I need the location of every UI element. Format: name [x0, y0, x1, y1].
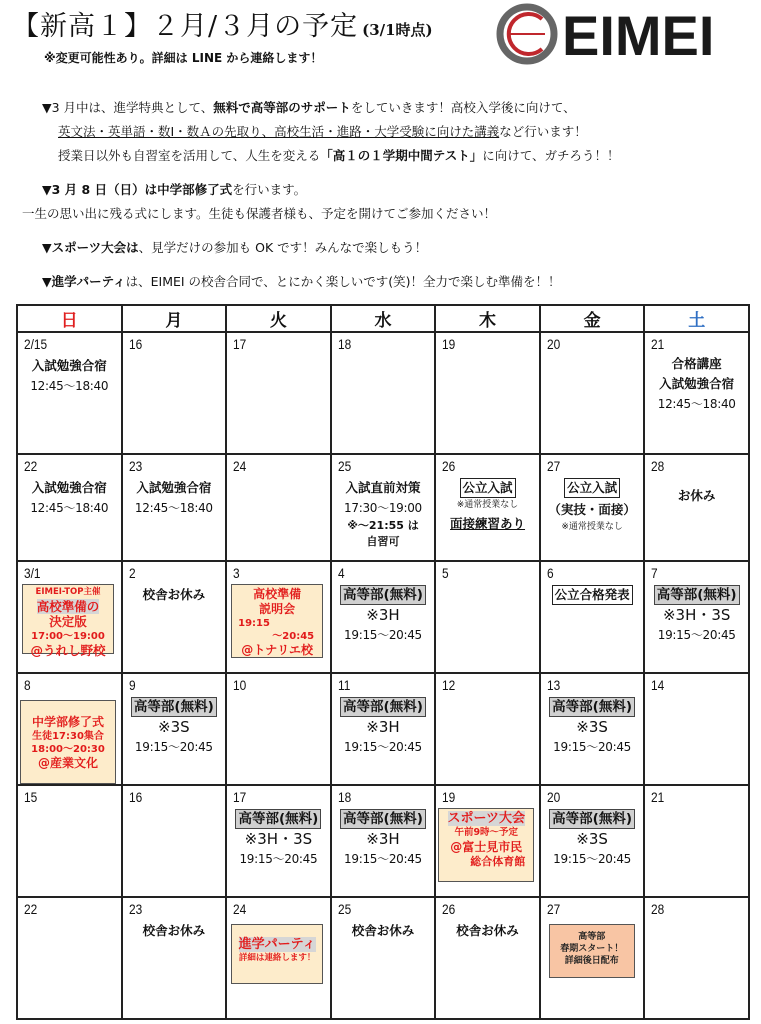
weekday-mon: 月	[122, 305, 227, 332]
event-callout	[231, 584, 323, 658]
day-number: 17	[233, 789, 247, 805]
day-number: 28	[651, 901, 665, 917]
event-line: 12:45～18:40	[30, 501, 109, 515]
callout-highlight: 高校準備の	[36, 598, 100, 614]
notice-party	[42, 270, 620, 294]
callout-line: 春期スタート！	[560, 944, 624, 954]
day-cell[interactable]	[540, 897, 645, 1019]
text-bold: ▼スポーツ大会は	[42, 240, 139, 255]
day-cell[interactable]	[644, 897, 749, 1019]
day-content	[123, 478, 226, 518]
day-cell[interactable]	[540, 332, 645, 454]
callout-line	[232, 937, 322, 953]
event-line: 校舎お休み	[456, 923, 519, 938]
day-cell[interactable]	[122, 561, 227, 673]
day-cell[interactable]	[17, 332, 122, 454]
high-school-free-tag: 高等部(無料)	[549, 697, 635, 717]
notice-ceremony-line2: 一生の思い出に残る式にします。生徒も保護者様も、予定を開けてご参加ください！	[22, 206, 497, 221]
day-cell[interactable]	[331, 561, 436, 673]
event-line: ※3H・3S	[662, 606, 731, 624]
text: など行います！	[499, 124, 587, 139]
day-cell[interactable]	[226, 561, 331, 673]
event-callout	[231, 924, 323, 984]
callout-line: 午前9時～予定	[454, 827, 519, 838]
day-number: 25	[337, 458, 351, 474]
day-number: 27	[546, 901, 561, 917]
day-content	[436, 921, 539, 941]
boxed-label: 公立入試	[564, 478, 620, 498]
week-row	[17, 897, 749, 1019]
day-number: 15	[24, 789, 38, 805]
text: は、EIMEI の校舎合同で、とにかく楽しいです(笑)！全力で楽しむ準備を！！	[125, 274, 561, 289]
day-number: 26	[442, 458, 456, 474]
day-cell[interactable]	[122, 897, 227, 1019]
callout-line: 18:00～20:30	[31, 744, 105, 755]
event-callout	[20, 700, 116, 784]
day-number: 10	[233, 677, 247, 693]
day-number: 26	[442, 901, 456, 917]
page-title	[12, 4, 433, 43]
day-number: 21	[651, 789, 665, 805]
notice-support-line3	[42, 144, 620, 168]
day-cell[interactable]	[226, 454, 331, 561]
day-content	[541, 478, 644, 534]
day-number: 23	[128, 901, 142, 917]
callout-line: @うれし野校	[30, 642, 106, 658]
day-cell[interactable]	[122, 785, 227, 897]
day-content	[645, 354, 748, 414]
day-number: 21	[651, 336, 665, 352]
day-cell[interactable]	[122, 332, 227, 454]
event-callout	[22, 584, 114, 658]
day-cell[interactable]	[226, 332, 331, 454]
event-line: ※3S	[158, 718, 190, 736]
day-number: 3/1	[24, 565, 41, 581]
event-line: 19:15～20:45	[239, 852, 318, 866]
day-number: 19	[442, 789, 456, 805]
weekday-fri: 金	[540, 305, 645, 332]
boxed-label: 公立入試	[460, 478, 516, 498]
callout-highlight: スポーツ大会	[447, 811, 525, 826]
day-cell[interactable]	[644, 785, 749, 897]
callout-line: @トナリエ校	[241, 643, 313, 657]
event-line: 入試勉強合宿	[659, 376, 735, 391]
weekday-wed: 水	[331, 305, 436, 332]
day-cell[interactable]	[435, 332, 540, 454]
callout-line: 総合体育館	[470, 854, 526, 868]
day-number: 7	[651, 565, 659, 581]
day-content	[123, 697, 226, 757]
text-bold: 「高１の１学期中間テスト」	[320, 148, 483, 163]
day-number: 24	[233, 901, 247, 917]
event-line: 自習可	[366, 535, 400, 548]
week-row	[17, 332, 749, 454]
event-line: 19:15～20:45	[134, 740, 213, 754]
day-cell[interactable]	[331, 673, 436, 785]
text: ▼3 月中は、進学特典として、	[42, 100, 214, 115]
logo-wordmark: EIMEI	[562, 4, 715, 65]
event-line: ※～21:55 は	[347, 519, 419, 532]
day-content	[541, 585, 644, 605]
day-cell[interactable]	[17, 561, 122, 673]
high-school-free-tag: 高等部(無料)	[654, 585, 740, 605]
event-line: 校舎お休み	[142, 587, 206, 602]
event-line: 合格講座	[671, 356, 722, 371]
callout-line: 決定版	[49, 614, 87, 629]
high-school-free-tag: 高等部(無料)	[131, 697, 217, 717]
day-number: 5	[442, 565, 449, 581]
day-content	[332, 921, 435, 941]
day-number: 16	[128, 789, 142, 805]
notice-ceremony	[42, 178, 620, 202]
day-cell[interactable]	[435, 454, 540, 561]
day-cell[interactable]	[540, 673, 645, 785]
high-school-free-tag: 高等部(無料)	[340, 585, 426, 605]
callout-line	[23, 599, 113, 615]
callout-line: 中学部修了式	[31, 715, 104, 729]
day-number: 12	[442, 677, 456, 693]
day-cell[interactable]	[644, 454, 749, 561]
day-cell[interactable]	[331, 785, 436, 897]
event-line: 入試勉強合宿	[31, 358, 107, 373]
day-number: 6	[546, 565, 554, 581]
day-number: 16	[128, 336, 142, 352]
day-cell[interactable]	[122, 454, 227, 561]
day-content	[123, 921, 226, 941]
text-bold: ▼3 月 8 日（日）は中学部修了式	[42, 182, 233, 197]
callout-line: ～20:45	[272, 631, 315, 642]
day-cell[interactable]	[331, 897, 436, 1019]
day-content	[18, 478, 121, 518]
text: を行います。	[232, 182, 307, 197]
day-content	[332, 809, 435, 869]
day-number: 18	[337, 336, 351, 352]
day-number: 11	[337, 677, 351, 693]
change-notice: ※変更可能性あり。詳細は LINE から連絡します！	[44, 51, 323, 65]
event-line: 入試勉強合宿	[31, 480, 107, 495]
day-cell[interactable]	[644, 561, 749, 673]
text-bold: 無料で高等部のサポート	[213, 100, 351, 115]
callout-line: 詳細後日配布	[564, 956, 619, 966]
day-cell[interactable]	[644, 673, 749, 785]
day-cell[interactable]	[122, 673, 227, 785]
callout-line: 19:15	[238, 618, 270, 629]
callout-line: 説明会	[259, 602, 296, 616]
day-content	[332, 585, 435, 645]
event-line: 12:45～18:40	[134, 501, 213, 515]
boxed-label: 公立合格発表	[552, 585, 633, 605]
event-callout	[549, 924, 635, 978]
day-cell[interactable]	[17, 897, 122, 1019]
event-line: 校舎お休み	[351, 923, 415, 938]
day-number: 4	[337, 565, 345, 581]
weekday-sat: 土	[644, 305, 749, 332]
event-line: 入試勉強合宿	[136, 480, 212, 495]
day-cell[interactable]	[226, 785, 331, 897]
day-number: 22	[24, 901, 38, 917]
event-line: ※3S	[576, 718, 608, 736]
text: 授業日以外も自習室を活用して、人生を変える	[58, 148, 321, 163]
day-number: 19	[442, 336, 456, 352]
event-line: 17:30～19:00	[344, 501, 422, 515]
event-line: （実技・面接）	[548, 502, 636, 517]
event-line: ※通常授業なし	[456, 500, 519, 510]
event-line: 19:15～20:45	[657, 628, 736, 642]
calendar-body	[17, 332, 749, 1019]
text: をしていきます！高校入学後に向けて、	[350, 100, 576, 115]
day-cell[interactable]	[435, 897, 540, 1019]
weekday-sun: 日	[17, 305, 122, 332]
event-line: 19:15～20:45	[553, 852, 632, 866]
text-bold: ▼進学パーティ	[42, 274, 126, 289]
week-row	[17, 454, 749, 561]
callout-line: 生徒17:30集合	[32, 731, 104, 742]
high-school-free-tag: 高等部(無料)	[340, 697, 426, 717]
as-of-date: (3/1時点)	[362, 21, 433, 39]
day-content	[123, 585, 226, 605]
day-number: 9	[128, 677, 136, 693]
day-content	[332, 478, 435, 550]
day-number: 13	[546, 677, 561, 693]
week-row	[17, 785, 749, 897]
day-cell[interactable]	[644, 332, 749, 454]
day-content	[227, 809, 330, 869]
week-row	[17, 673, 749, 785]
day-cell[interactable]	[331, 454, 436, 561]
callout-line: @産業文化	[37, 756, 98, 770]
event-line: 19:15～20:45	[553, 740, 632, 754]
day-content	[541, 809, 644, 869]
day-number: 17	[233, 336, 247, 352]
text: 、見学だけの参加も OK です！みんなで楽しもう！	[138, 240, 428, 255]
event-line: 12:45～18:40	[657, 397, 736, 411]
day-number: 20	[546, 336, 561, 352]
day-cell[interactable]	[17, 673, 122, 785]
event-line: 面接練習あり	[450, 516, 526, 531]
notice-sports	[42, 236, 620, 260]
title-text: 【新高１】２月/３月の予定	[12, 11, 359, 42]
day-number: 24	[233, 458, 247, 474]
day-cell[interactable]	[435, 561, 540, 673]
notice-support	[42, 96, 620, 120]
day-cell[interactable]	[331, 332, 436, 454]
event-line: ※3S	[576, 830, 608, 848]
logo-emblem-icon	[500, 7, 554, 61]
weekday-thu: 木	[435, 305, 540, 332]
event-line: 校舎お休み	[142, 923, 206, 938]
day-cell[interactable]	[540, 454, 645, 561]
high-school-free-tag: 高等部(無料)	[340, 809, 426, 829]
eimei-logo	[496, 3, 748, 65]
callout-line: 高等部	[578, 932, 606, 942]
day-number: 23	[128, 458, 142, 474]
event-line: ※3H	[366, 718, 400, 736]
day-content	[18, 356, 121, 396]
event-line: ※通常授業なし	[561, 522, 623, 532]
day-number: 2/15	[24, 336, 48, 352]
day-content	[645, 486, 748, 506]
day-number: 25	[337, 901, 351, 917]
day-number: 3	[233, 565, 240, 581]
day-cell[interactable]	[226, 673, 331, 785]
callout-line: 詳細は連絡します！	[238, 953, 316, 963]
day-cell[interactable]	[17, 454, 122, 561]
event-line: 19:15～20:45	[344, 740, 422, 754]
day-number: 2	[128, 565, 136, 581]
week-row	[17, 561, 749, 673]
day-number: 18	[337, 789, 351, 805]
day-number: 27	[546, 458, 561, 474]
notice-support-line2	[42, 120, 620, 144]
callout-line	[439, 811, 533, 827]
event-line: 入試直前対策	[345, 480, 421, 495]
text-underlined: 英文法・英単語・数Ⅰ・数Ａの先取り、高校生活・進路・大学受験に向けた講義	[58, 124, 500, 139]
day-content	[645, 585, 748, 645]
day-number: 20	[546, 789, 561, 805]
calendar-table	[16, 304, 750, 1020]
day-cell[interactable]	[540, 785, 645, 897]
day-number: 28	[651, 458, 665, 474]
event-callout	[438, 808, 534, 882]
event-line: ※3H	[366, 606, 400, 624]
callout-line: @富士見市民	[450, 839, 523, 854]
day-cell[interactable]	[17, 785, 122, 897]
notices	[22, 96, 620, 294]
day-cell[interactable]	[435, 673, 540, 785]
callout-line: EIMEI-TOP主催	[35, 587, 101, 597]
high-school-free-tag: 高等部(無料)	[235, 809, 321, 829]
event-line: ※3H	[366, 830, 400, 848]
day-number: 22	[24, 458, 38, 474]
event-line: 19:15～20:45	[344, 852, 422, 866]
event-line: お休み	[677, 488, 716, 503]
weekday-tue: 火	[226, 305, 331, 332]
day-cell[interactable]	[435, 785, 540, 897]
callout-line: 17:00～19:00	[31, 630, 105, 642]
event-line: 19:15～20:45	[344, 628, 422, 642]
day-content	[332, 697, 435, 757]
day-number: 8	[24, 677, 31, 693]
day-content	[541, 697, 644, 757]
high-school-free-tag: 高等部(無料)	[549, 809, 635, 829]
day-cell[interactable]	[540, 561, 645, 673]
event-line: 12:45～18:40	[30, 379, 109, 393]
callout-highlight: 進学パーティ	[238, 937, 316, 952]
callout-line: 高校準備	[253, 587, 302, 601]
text: に向けて、ガチろう！！	[482, 148, 620, 163]
day-cell[interactable]	[226, 897, 331, 1019]
event-line: ※3H・3S	[244, 830, 313, 848]
day-number: 14	[651, 677, 665, 693]
weekday-header-row	[17, 305, 749, 332]
day-content	[436, 478, 539, 534]
